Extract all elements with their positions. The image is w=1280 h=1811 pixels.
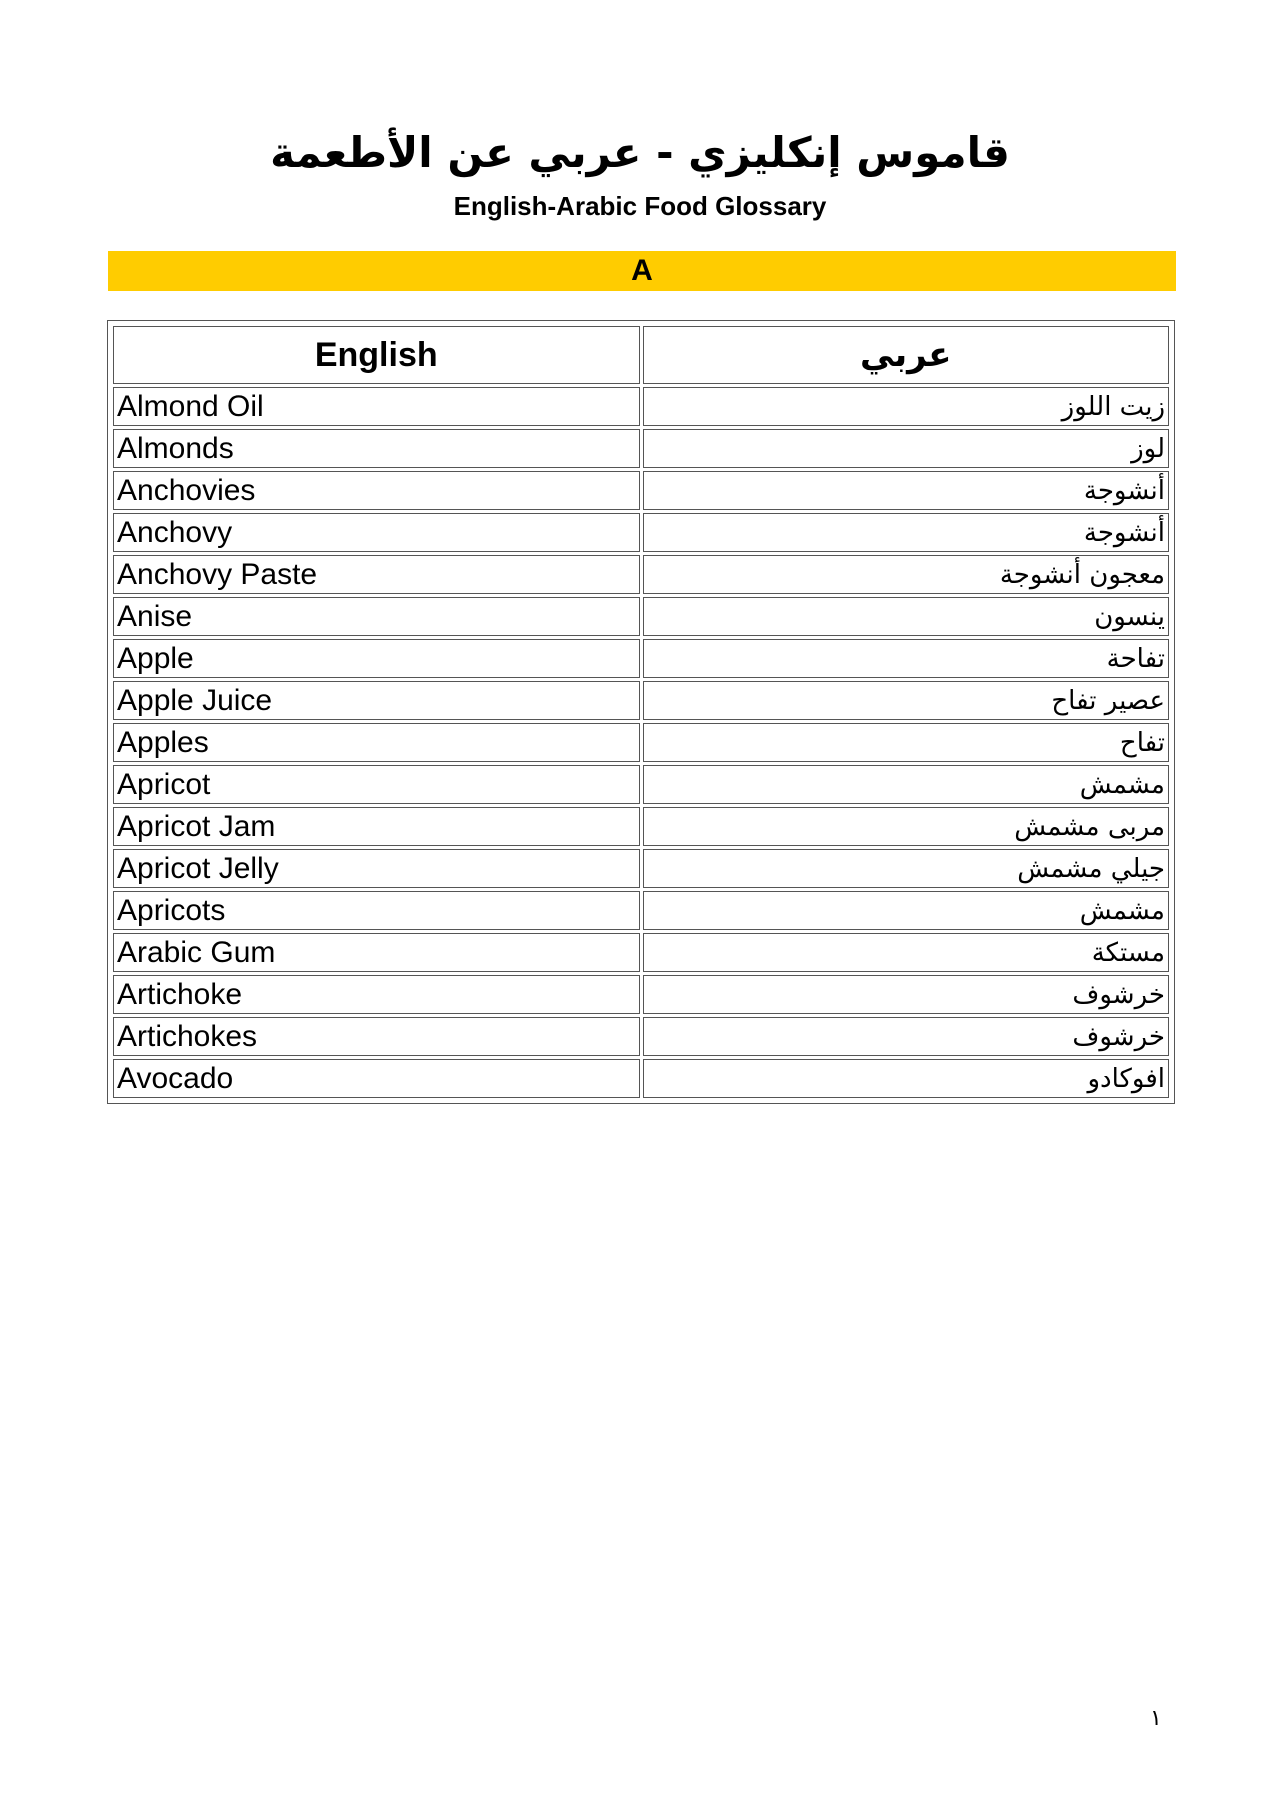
arabic-term: خرشوف [643, 975, 1170, 1014]
table-row [113, 555, 1169, 594]
table-row [113, 639, 1169, 678]
glossary-table [110, 323, 1172, 1101]
table-row [113, 807, 1169, 846]
english-term: Apricots [113, 891, 640, 930]
page-title-english: English-Arabic Food Glossary [453, 191, 827, 221]
english-term: Artichoke [113, 975, 640, 1014]
arabic-term: معجون أنشوجة [643, 555, 1170, 594]
arabic-term: ينسون [643, 597, 1170, 636]
arabic-term: مشمش [643, 765, 1170, 804]
page-title-arabic: قاموس إنكليزي - عربي عن الأطعمة [270, 128, 1010, 177]
table-row [113, 849, 1169, 888]
english-term: Anchovy Paste [113, 555, 640, 594]
arabic-term: زيت اللوز [643, 387, 1170, 426]
english-term: Apple Juice [113, 681, 640, 720]
english-term: Arabic Gum [113, 933, 640, 972]
english-term: Almonds [113, 429, 640, 468]
english-term: Artichokes [113, 1017, 640, 1056]
english-term: Apples [113, 723, 640, 762]
table-row [113, 1017, 1169, 1056]
arabic-term: افوكادو [643, 1059, 1170, 1098]
table-row [113, 513, 1169, 552]
table-row [113, 429, 1169, 468]
table-row [113, 387, 1169, 426]
english-term: Apple [113, 639, 640, 678]
english-term: Anchovies [113, 471, 640, 510]
arabic-term: لوز [643, 429, 1170, 468]
arabic-term: مستكة [643, 933, 1170, 972]
english-term: Anchovy [113, 513, 640, 552]
table-row [113, 933, 1169, 972]
english-term: Apricot [113, 765, 640, 804]
arabic-term: أنشوجة [643, 471, 1170, 510]
table-row [113, 681, 1169, 720]
arabic-term: تفاح [643, 723, 1170, 762]
section-letter-bar: A [108, 251, 1176, 291]
english-term: Apricot Jam [113, 807, 640, 846]
table-row [113, 975, 1169, 1014]
arabic-term: جيلي مشمش [643, 849, 1170, 888]
glossary-table-container [107, 320, 1175, 1104]
arabic-term: مشمش [643, 891, 1170, 930]
english-term: Apricot Jelly [113, 849, 640, 888]
page-number: ١ [1150, 1706, 1162, 1731]
table-row [113, 597, 1169, 636]
arabic-term: أنشوجة [643, 513, 1170, 552]
table-row [113, 471, 1169, 510]
column-header-arabic: عربي [643, 326, 1170, 384]
arabic-term: عصير تفاح [643, 681, 1170, 720]
glossary-table-body [113, 387, 1169, 1098]
table-row [113, 891, 1169, 930]
english-term: Almond Oil [113, 387, 640, 426]
table-header-row [113, 326, 1169, 384]
column-header-english: English [113, 326, 640, 384]
arabic-term: تفاحة [643, 639, 1170, 678]
english-term: Anise [113, 597, 640, 636]
table-row [113, 765, 1169, 804]
arabic-term: مربى مشمش [643, 807, 1170, 846]
english-term: Avocado [113, 1059, 640, 1098]
arabic-term: خرشوف [643, 1017, 1170, 1056]
table-row [113, 1059, 1169, 1098]
table-row [113, 723, 1169, 762]
